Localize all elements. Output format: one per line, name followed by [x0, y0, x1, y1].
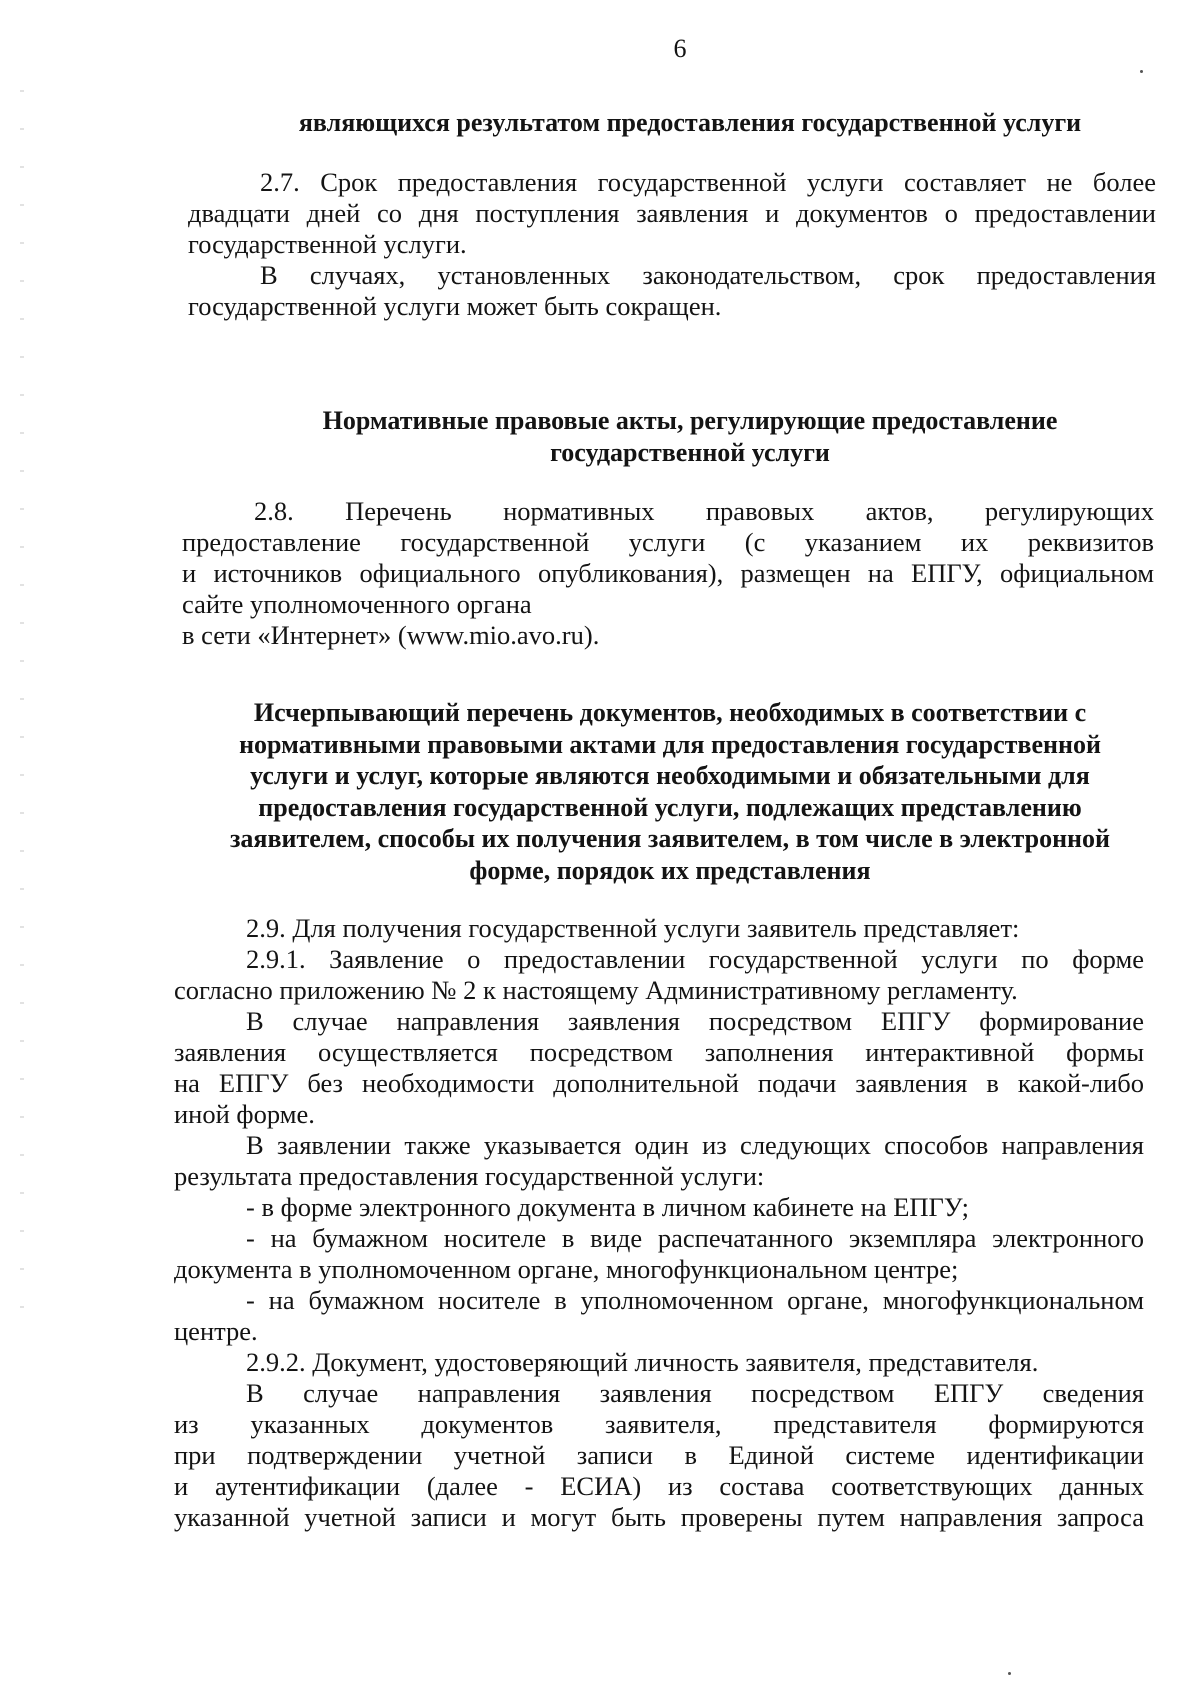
heading-line: услуги и услуг, которые являются необходимыми и обязательными для — [250, 761, 1090, 790]
heading-line: нормативными правовыми актами для предоставления государственной — [239, 729, 1101, 759]
heading-line: являющихся результатом предоставления государственной услуги — [298, 108, 1082, 137]
text-line: предоставление государственной услуги (с указанием их реквизитов — [182, 527, 1154, 557]
page-number: 6 — [673, 34, 687, 63]
text-line: В заявлении также указывается один из следующих способов направления — [246, 1130, 1144, 1160]
text-line: из указанных документов заявителя, представителя формируются — [174, 1409, 1144, 1439]
scan-speck — [1140, 70, 1143, 73]
heading-documents-list — [180, 697, 1160, 886]
paragraph-2-8 — [182, 496, 1154, 651]
scan-margin-marks — [20, 90, 24, 1340]
text-line: 2.9.2. Документ, удостоверяющий личность заявителя, представителя. — [246, 1347, 1039, 1377]
scan-speck — [1008, 1672, 1011, 1675]
text-line: 2.8. Перечень нормативных правовых актов, регулирующих — [254, 496, 1154, 526]
heading-line: заявителем, способы их получения заявителем, в том числе в электронной — [229, 824, 1111, 853]
text-line: документа в уполномоченном органе, многофункциональном центре; — [174, 1254, 959, 1284]
text-line: и источников официального опубликования), размещен на ЕПГУ, официальном — [182, 558, 1154, 588]
text-line: государственной услуги может быть сокращен. — [188, 291, 722, 321]
text-line: В случае направления заявления посредством ЕПГУ формирование — [246, 1006, 1144, 1036]
text-line: 2.9. Для получения государственной услуги заявитель представляет: — [246, 913, 1020, 943]
text-line: 2.7. Срок предоставления государственной услуги составляет не более — [260, 167, 1156, 197]
text-line: результата предоставления государственной услуги: — [174, 1161, 765, 1191]
heading-line: предоставления государственной услуги, подлежащих представлению — [258, 792, 1082, 822]
text-line: и аутентификации (далее - ЕСИА) из состава соответствующих данных — [174, 1471, 1144, 1501]
text-line: в сети «Интернет» (www.mio.avo.ru). — [182, 620, 600, 650]
text-line: В случае направления заявления посредством ЕПГУ сведения — [246, 1378, 1144, 1408]
paragraph-2-9 — [174, 913, 1144, 1533]
text-line: центре. — [174, 1316, 258, 1346]
bullet-item: - на бумажном носителе в уполномоченном органе, многофункциональном — [246, 1285, 1144, 1315]
text-line: государственной услуги. — [188, 229, 467, 259]
heading-results — [200, 107, 1180, 139]
text-line: на ЕПГУ без необходимости дополнительной подачи заявления в какой-либо — [174, 1068, 1144, 1098]
text-line: сайте уполномоченного органа — [182, 589, 532, 619]
heading-line: государственной услуги — [550, 437, 830, 467]
text-line: В случаях, установленных законодательством, срок предоставления — [260, 260, 1156, 290]
bullet-item: - в форме электронного документа в личном кабинете на ЕПГУ; — [246, 1192, 969, 1222]
text-line: двадцати дней со дня поступления заявления и документов о предоставлении — [188, 198, 1156, 228]
text-line: иной форме. — [174, 1099, 315, 1129]
heading-line: Нормативные правовые акты, регулирующие предоставление — [322, 406, 1058, 435]
text-line: 2.9.1. Заявление о предоставлении государственной услуги по форме — [246, 944, 1144, 974]
text-line: заявления осуществляется посредством заполнения интерактивной формы — [174, 1037, 1144, 1067]
text-line: указанной учетной записи и могут быть проверены путем направления запроса — [174, 1502, 1144, 1532]
paragraph-2-7 — [188, 167, 1156, 322]
text-line: при подтверждении учетной записи в Единой системе идентификации — [174, 1440, 1144, 1470]
bullet-item: - на бумажном носителе в виде распечатанного экземпляра электронного — [246, 1223, 1144, 1253]
heading-line: форме, порядок их представления — [469, 855, 871, 885]
heading-line: Исчерпывающий перечень документов, необходимых в соответствии с — [253, 698, 1087, 727]
heading-normative-acts — [200, 405, 1180, 468]
text-line: согласно приложению № 2 к настоящему Административному регламенту. — [174, 975, 1018, 1005]
